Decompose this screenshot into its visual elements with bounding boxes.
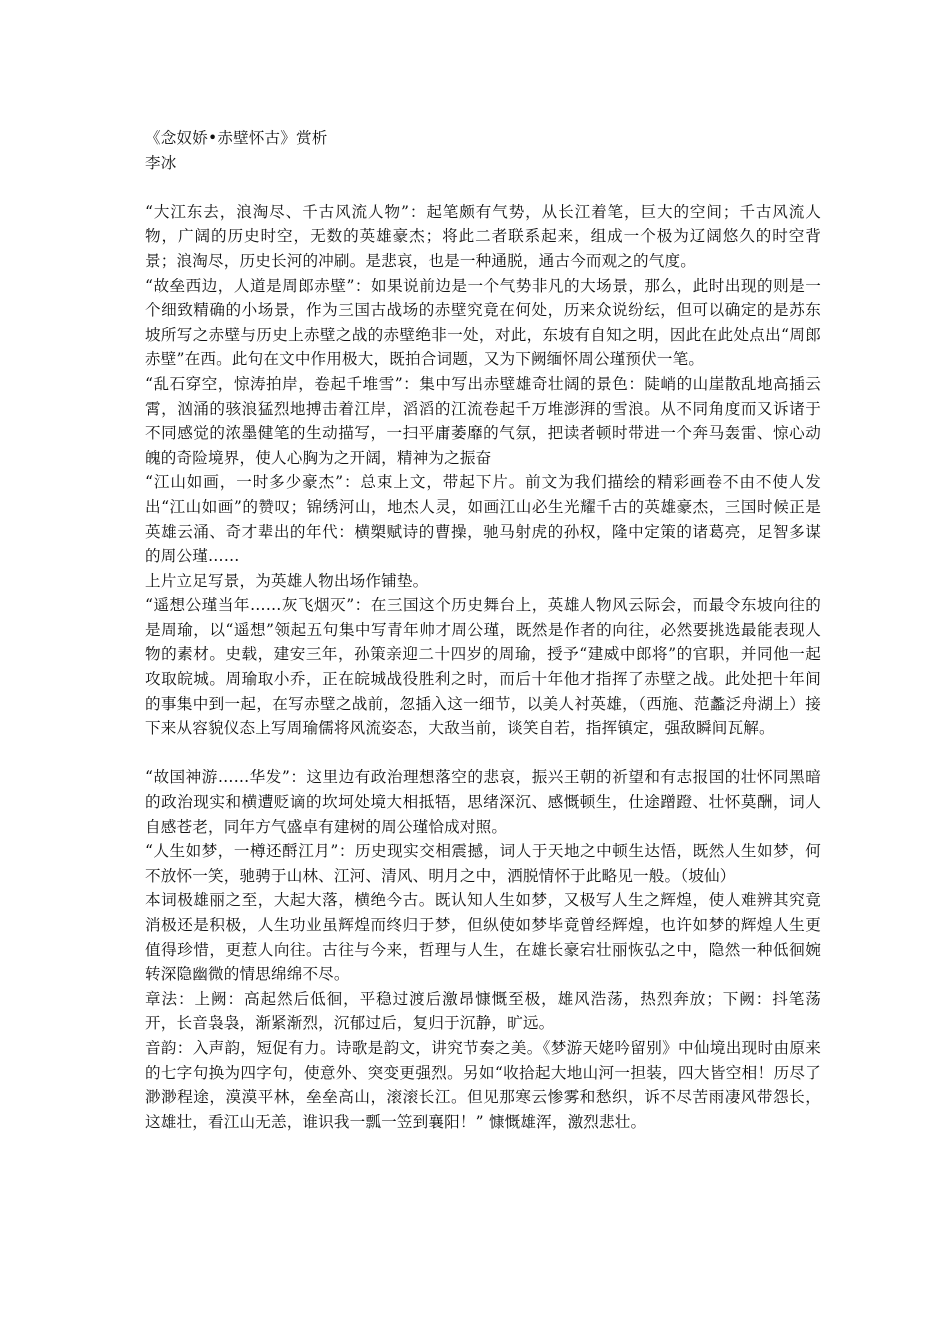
document-author: 李冰 xyxy=(145,153,177,172)
paragraph: “人生如梦，一樽还酹江月”：历史现实交相震撼，词人于天地之中顿生达悟，既然人生如梦，何不放怀一笑，驰骋于山林、江河、清风、明月之中，洒脱情怀于此略见一般。（坡仙） xyxy=(145,842,821,885)
paragraph: “故国神游……华发”：这里边有政治理想落空的悲哀，振兴王朝的祈望和有志报国的壮怀同黑暗的政治现实和横遭贬谪的坎坷处境大相抵牾，思绪深沉、感慨顿生，仕途蹭蹬、壮怀莫酬，词人自感苍老，同年方气盛卓有建树的周公瑾恰成对照。 xyxy=(145,768,821,836)
paragraph: 音韵：入声韵，短促有力。诗歌是韵文，讲究节奏之美。《梦游天姥吟留别》中仙境出现时由原来的七字句换为四字句，使意外、突变更强烈。另如“收拾起大地山河一担装，四大皆空相！历尽了渺渺程途，漠漠平林，垒垒高山，滚滚长江。但见那寒云惨雾和愁织，诉不尽苦雨凄风带怨长，这雄壮，看江山无恙，谁识我一瓢一笠到襄阳！” 慷慨雄浑，激烈悲壮。 xyxy=(145,1038,821,1131)
paragraph: “大江东去，浪淘尽、千古风流人物”：起笔颇有气势，从长江着笔，巨大的空间；千古风流人物，广阔的历史时空，无数的英雄豪杰；将此二者联系起来，组成一个极为辽阔悠久的时空背景；浪淘尽，历史长河的冲刷。是悲哀，也是一种通脱，通古今而观之的气度。 xyxy=(145,202,821,270)
paragraph: “江山如画，一时多少豪杰”：总束上文，带起下片。前文为我们描绘的精彩画卷不由不使人发出“江山如画”的赞叹；锦绣河山，地杰人灵，如画江山必生光耀千古的英雄豪杰，三国时候正是英雄云涌、奇才辈出的年代：横槊赋诗的曹操，驰马射虎的孙权，隆中定策的诸葛亮，足智多谋的周公瑾…… xyxy=(145,473,821,566)
paragraph: 章法：上阙：高起然后低徊，平稳过渡后激昂慷慨至极，雄风浩荡，热烈奔放；下阙：抖笔荡开，长音袅袅，渐紧渐烈，沉郁过后，复归于沉静，旷远。 xyxy=(145,989,821,1033)
paragraph: “乱石穿空，惊涛拍岸，卷起千堆雪”：集中写出赤壁雄奇壮阔的景色：陡峭的山崖散乱地高插云霄，汹涌的骇浪猛烈地搏击着江岸，滔滔的江流卷起千万堆澎湃的雪浪。从不同角度而又诉诸于不同感觉的浓墨健笔的生动描写，一扫平庸萎靡的气氛，把读者顿时带进一个奔马轰雷、惊心动魄的奇险境界，使人心胸为之开阔，精神为之振奋 xyxy=(145,374,821,467)
body-section-2 xyxy=(145,765,821,1134)
paragraph-gap xyxy=(145,741,821,766)
paragraph: “故垒西边，人道是周郎赤壁”：如果说前边是一个气势非凡的大场景，那么，此时出现的则是一个细致精确的小场景，作为三国古战场的赤壁究竟在何处，历来众说纷纭，但可以确定的是苏东坡所写之赤壁与历史上赤壁之战的赤壁绝非一处，对此，东坡有自知之明，因此在此处点出“周郎赤壁”在西。此句在文中作用极大，既拍合词题，又为下阙缅怀周公瑾预伏一笔。 xyxy=(145,276,821,369)
paragraph: 上片立足写景，为英雄人物出场作铺垫。 xyxy=(145,571,429,590)
document-title: 《念奴娇•赤壁怀古》赏析 xyxy=(145,129,328,147)
paragraph: “遥想公瑾当年……灰飞烟灭”：在三国这个历史舞台上，英雄人物风云际会，而最令东坡向往的是周瑜，以“遥想”领起五句集中写青年帅才周公瑾，既然是作者的向往，必然要挑选最能表现人物的素材。史载，建安三年，孙策亲迎二十四岁的周瑜，授予“建威中郎将”的官职，并同他一起攻取皖城。周瑜取小乔，正在皖城战役胜利之时，而后十年他才指挥了赤壁之战。此处把十年间的事集中到一起，在写赤壁之战前，忽插入这一细节，以美人衬英雄，（西施、范蠡泛舟湖上）接下来从容貌仪态上写周瑜儒将风流姿态，大敌当前，谈笑自若，指挥镇定，强敌瞬间瓦解。 xyxy=(145,596,821,738)
document-page xyxy=(145,126,821,1134)
paragraph: 本词极雄丽之至，大起大落，横绝今古。既认知人生如梦，又极写人生之辉煌，使人难辨其究竟消极还是积极，人生功业虽辉煌而终归于梦，但纵使如梦毕竟曾经辉煌，也许如梦的辉煌人生更值得珍惜，更惹人向往。古往与今来，哲理与人生，在雄长豪宕壮丽恢弘之中，隐然一种低徊婉转深隐幽微的情思绵绵不尽。 xyxy=(145,891,821,984)
body-section-1 xyxy=(145,200,821,741)
